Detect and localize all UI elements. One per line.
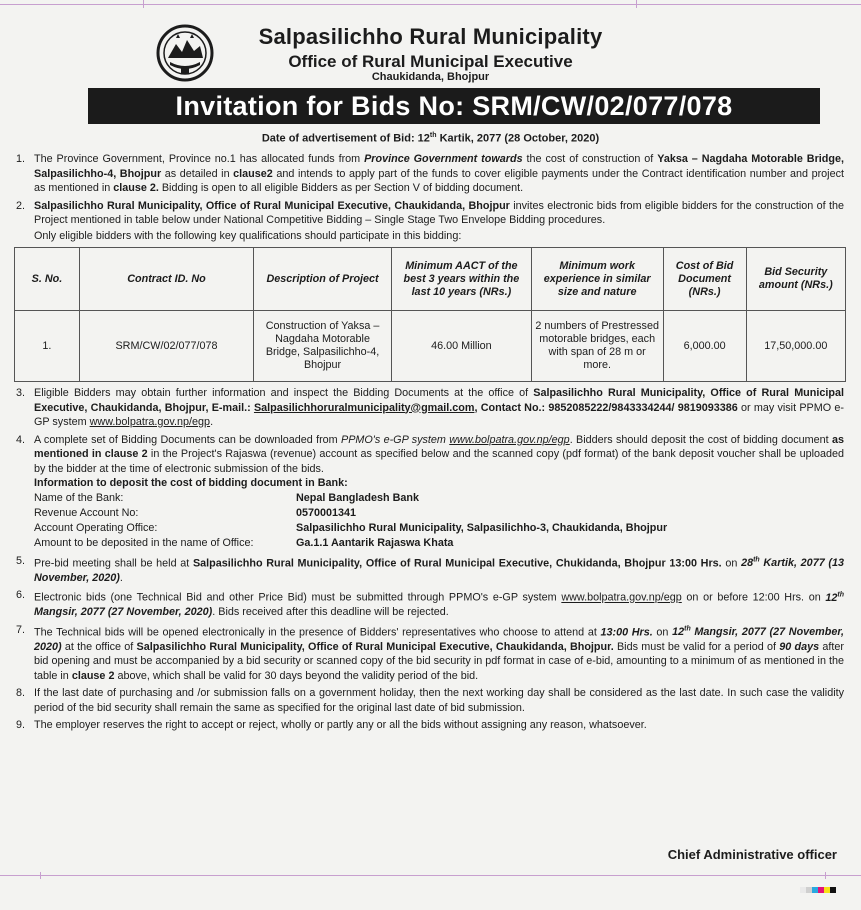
cell-description: Construction of Yaksa – Nagdaha Motorable Bridge, Salpasilichho-4, Bhojpur <box>254 311 392 382</box>
clause-2: 2. Salpasilichho Rural Municipality, Office of Rural Municipal Executive, Chaukidanda, Bhojpur invites electronic bids from eligible bidders for the construction of the Project mentioned in table below under National Competitive Bidding – Single Stage Two Envelope Bidding procedures. <box>16 199 845 226</box>
egp-portal-link[interactable]: www.bolpatra.gov.np/egp <box>89 416 211 428</box>
egp-portal-link[interactable]: www.bolpatra.gov.np/egp <box>449 433 570 446</box>
bank-information <box>14 476 844 551</box>
clause-2-qualification-note: Only eligible bidders with the following key qualifications should participate in this bidding: <box>34 229 462 242</box>
registration-line-top <box>0 4 861 5</box>
table-header-row <box>15 248 846 311</box>
registration-mark <box>40 872 41 879</box>
office-location: Chaukidanda, Bhojpur <box>371 71 490 83</box>
header-bid-security: Bid Security amount (NRs.) <box>746 248 845 311</box>
clause-4: 4. A complete set of Bidding Documents can be downloaded from PPMO's e-GP system www.bolpatra.gov.np/egp. Bidders should deposit the cost of bidding document as mentioned in clause 2 in the Project's Rajaswa (revenue) account as specified below and the scanned copy (pdf format) of the bank deposit voucher shall be uploaded by the bidder at the time of electronic submission of the bids. <box>16 433 844 475</box>
header-bid-document-cost: Cost of Bid Document (NRs.) <box>663 248 746 311</box>
registration-mark <box>143 0 144 8</box>
clause-3: 3. Eligible Bidders may obtain further information and inspect the Bidding Documents at the office of Salpasilichho Rural Municipality, Office of Rural Municipal Executive, Chaukidanda, Bhojpur, E-mail.: Salpasilichhoruralmunicipality@gmail.com, Contact No.: 9852085222/9843334244/ 9819093386 or may visit PPMO e-GP system www.bolpatra.gov.np/egp. <box>16 387 844 428</box>
clause-7: 7. The Technical bids will be opened electronically in the presence of Bidders' representatives who choose to attend at 13:00 Hrs. on 12th Mangsir, 2077 (27 November, 2020) at the office of Salpasilichho Rural Municipality, Office of Rural Municipal Executive, Chaukidanda, Bhojpur. Bids must be valid for a period of 90 days after bid opening and must be accompanied by a bid security or scanned copy of the bid security in pdf format in case of e-bid, amounting to a minimum of as mentioned in the table in clause 2 above, which shall be valid for 30 days beyond the validity period of the bid. <box>16 623 844 682</box>
cell-bid-security: 17,50,000.00 <box>746 311 845 382</box>
bank-deposit-row: Amount to be deposited in the name of Office: Ga.1.1 Aantarik Rajaswa Khata <box>34 536 454 549</box>
bid-invitation-banner: Invitation for Bids No: SRM/CW/02/077/078 <box>88 88 820 124</box>
header-min-aact: Minimum AACT of the best 3 years within the last 10 years (NRs.) <box>391 248 531 311</box>
bank-information-title: Information to deposit the cost of bidding document in Bank: <box>34 477 348 489</box>
cell-contract-id: SRM/CW/02/077/078 <box>79 311 253 382</box>
cell-sno: 1. <box>15 311 80 382</box>
bank-office-row: Account Operating Office: Salpasilichho Rural Municipality, Salpasilichho-3, Chaukidanda, Bhojpur <box>34 521 668 534</box>
header-sno: S. No. <box>15 248 80 311</box>
registration-mark <box>636 0 637 8</box>
header-contract-id: Contract ID. No <box>79 248 253 311</box>
cell-bid-document-cost: 6,000.00 <box>663 311 746 382</box>
table-row <box>15 311 846 382</box>
clause-9: 9. The employer reserves the right to accept or reject, wholly or partly any or all the bids without assigning any reason, whatsoever. <box>16 719 647 732</box>
registration-mark <box>825 872 826 879</box>
header-description: Description of Project <box>254 248 392 311</box>
registration-line-bottom <box>0 875 861 876</box>
cell-min-aact: 46.00 Million <box>391 311 531 382</box>
signatory-title: Chief Administrative officer <box>667 847 837 862</box>
egp-portal-link[interactable]: www.bolpatra.gov.np/egp <box>561 591 682 604</box>
print-color-bar <box>800 887 836 893</box>
municipality-title: Salpasilichho Rural Municipality <box>258 24 603 49</box>
office-title: Office of Rural Municipal Executive <box>288 52 573 71</box>
clause-5: 5. Pre-bid meeting shall be held at Salpasilichho Rural Municipality, Office of Rural Municipal Executive, Chukidanda, Bhojpur 13:00 Hrs. on 28th Kartik, 2077 (13 November, 2020). <box>16 554 844 584</box>
clause-8: 8. If the last date of purchasing and /or submission falls on a government holiday, then the next working day shall be considered as the last date. In such case the validity period of the bid security shall remain the same as specified for the original last date of bid submission. <box>16 687 844 714</box>
contact-email-link[interactable]: Salpasilichhoruralmunicipality@gmail.com <box>253 401 475 414</box>
clause-1: 1. The Province Government, Province no.1 has allocated funds from Province Government towards the cost of construction of Yaksa – Nagdaha Motorable Bridge, Salpasilichho-4, Bhojpur as detailed in clause2 and intends to apply part of the funds to cover eligible payments under the Contract identification number and project as mentioned in clause 2. Bidding is open to all eligible Bidders as per Section V of bidding document. <box>16 153 845 194</box>
bank-name-row: Name of the Bank: Nepal Bangladesh Bank <box>34 491 419 504</box>
notice-body <box>14 152 844 733</box>
bank-account-row: Revenue Account No: 0570001341 <box>34 506 357 519</box>
advertisement-date: Date of advertisement of Bid: 12th Kartik, 2077 (28 October, 2020) <box>261 132 600 145</box>
clause-6: 6. Electronic bids (one Technical Bid and other Price Bid) must be submitted through PPMO's e-GP system www.bolpatra.gov.np/egp on or before 12:00 Hrs. on 12th Mangsir, 2077 (27 November, 2020). Bids received after this deadline will be rejected. <box>16 589 844 619</box>
cell-work-experience: 2 numbers of Prestressed motorable bridges, each with span of 28 m or more. <box>531 311 663 382</box>
header-work-experience: Minimum work experience in similar size and nature <box>531 248 663 311</box>
bid-details-table <box>14 247 846 382</box>
